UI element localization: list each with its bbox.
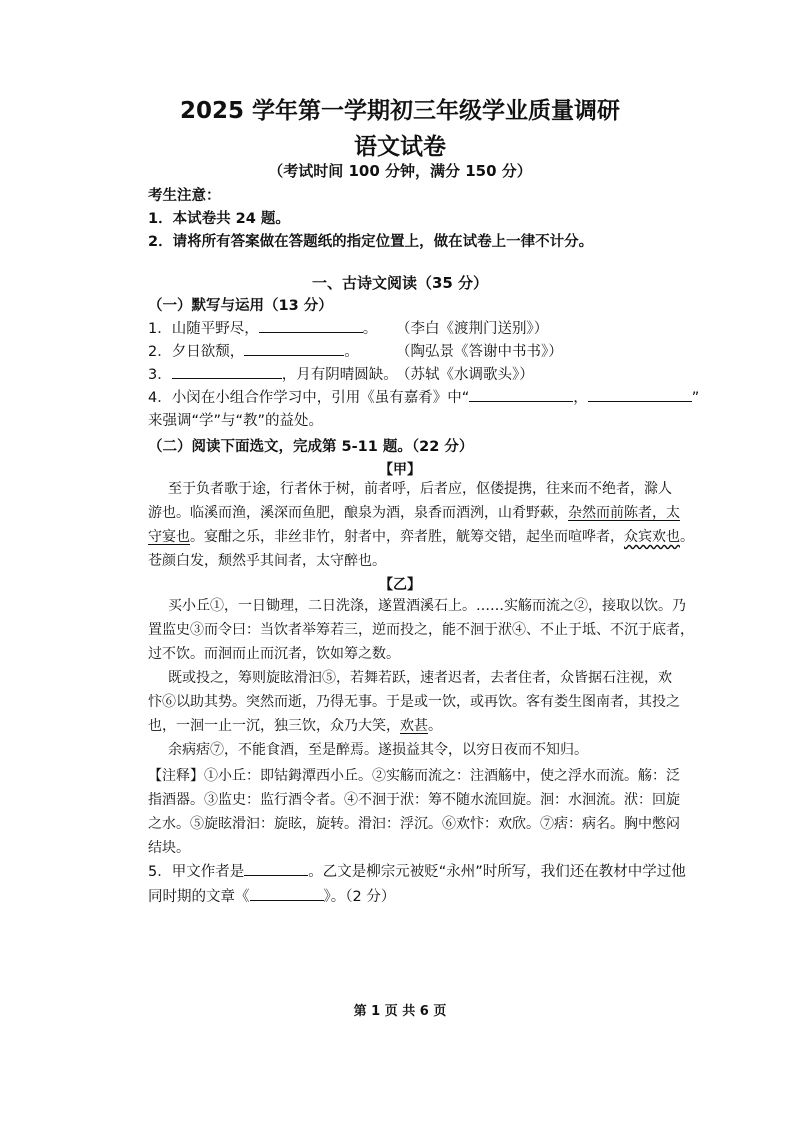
exam-title: 2025 学年第一学期初三年级学业质量调研 [179,98,621,124]
jia-underlined-phrase-2: 守宴也 [148,529,190,545]
question-4: 4．小闵在小组合作学习中，引用《虽有嘉肴》中“ ， ” [148,386,699,407]
part2-title: （二）阅读下面选文，完成第 5-11 题。（22 分） [148,439,474,455]
yi-line-3: 过不饮。而洄而止而沉者，饮如筹之数。 [148,646,400,662]
q4-answer-blank-1[interactable] [469,387,573,402]
yi-line-5: 忭⑥以助其势。突然而逝，乃得无事。于是或一饮，或再饮。客有娄生图南者，其投之 [148,694,680,710]
jia-underlined-phrase-1: 杂然而前陈者，太 [568,505,680,521]
jia-line-3: 守宴也。宴酣之乐，非丝非竹，射者中，弈者胜，觥筹交错，起坐而喧哗者，众宾欢也。 [148,529,694,545]
q1-source: （李白《渡荆门送别》） [396,321,549,337]
question-5-line2: 同时期的文章《 》。（2 分） [148,885,395,906]
q3-answer-blank[interactable] [172,364,282,379]
q2-answer-blank[interactable] [244,341,344,356]
annotation-line-3: 之水。⑤旋眩滑汩：旋眩，旋转。滑汩：浮沉。⑥欢忭：欢欣。⑦痞：病名。胸中憋闷 [148,816,680,832]
annotation-line-2: 指酒器。③监史：监行酒令者。④不洄于洑：筹不随水流回旋。洄：水洄流。洑：回旋 [148,792,680,808]
yi-line-1: 买小丘①，一日锄理，二日洗涤，遂置酒溪石上。……实觞而流之②，接取以饮。乃 [168,598,686,614]
passage-yi-label: 【乙】 [379,577,421,593]
q5-answer-blank-2[interactable] [250,886,324,901]
notice-heading: 考生注意： [148,188,221,204]
q5-answer-blank-1[interactable] [244,861,308,876]
question-4-line2: 来强调“学”与“教”的益处。 [148,413,324,429]
notice-item-1: 1．本试卷共 24 题。 [148,211,290,227]
yi-line-7: 余病痞⑦，不能食酒，至是醉焉。遂损益其令，以穷日夜而不知归。 [168,742,588,758]
question-5: 5．甲文作者是 。乙文是柳宗元被贬“永州”时所写，我们还在教材中学过他 [148,860,686,881]
q2-source: （陶弘景《答谢中书书》） [396,344,563,360]
part1-title: （一）默写与运用（13 分） [148,298,333,314]
question-2: 2．夕日欲颓， 。 [148,340,359,361]
yi-line-2: 置监史③而令曰：当饮者举筹若三，逆而投之，能不洄于洑④、不止于坻、不沉于底者， [148,622,694,638]
q1-prefix: 1．山随平野尽， [148,321,259,337]
jia-wavy-phrase: 众宾欢也 [624,529,680,545]
section1-title: 一、古诗文阅读（35 分） [311,274,489,292]
q4-answer-blank-2[interactable] [588,387,692,402]
exam-subtitle: 语文试卷 [354,134,446,160]
passage-jia-label: 【甲】 [379,462,421,478]
notice-item-2: 2．请将所有答案做在答题纸的指定位置上，做在试卷上一律不计分。 [148,234,594,250]
jia-line-2: 游也。临溪而渔，溪深而鱼肥，酿泉为酒，泉香而酒洌，山肴野蔌，杂然而前陈者，太 [148,505,680,521]
question-3: 3． ，月有阴晴圆缺。 [148,363,398,384]
question-1: 1．山随平野尽， 。 [148,317,377,338]
page-footer: 第 1 页 共 6 页 [353,1004,447,1019]
annotation-line-4: 结块。 [148,840,190,856]
yi-line-4: 既或投之，筹则旋眩滑汩⑤，若舞若跃，速者迟者，去者住者，众皆据石注视，欢 [168,670,672,686]
jia-line-1: 至于负者歌于途，行者休于树，前者呼，后者应，伛偻提携，往来而不绝者，滁人 [168,481,672,497]
jia-line-4: 苍颜白发，颓然乎其间者，太守醉也。 [148,553,386,569]
q3-source: （苏轼《水调歌头》） [396,367,534,383]
yi-underlined-phrase: 欢甚 [400,718,428,734]
q2-prefix: 2．夕日欲颓， [148,344,245,360]
exam-info: （考试时间 100 分钟，满分 150 分） [268,162,532,180]
q1-answer-blank[interactable] [259,318,363,333]
yi-line-6: 也，一洄一止一沉，独三饮，众乃大笑，欢甚。 [148,718,442,734]
annotation-line-1: 【注释】①小丘：即钴鉧潭西小丘。②实觞而流之：注酒觞中，使之浮水而流。觞：泛 [148,768,680,784]
